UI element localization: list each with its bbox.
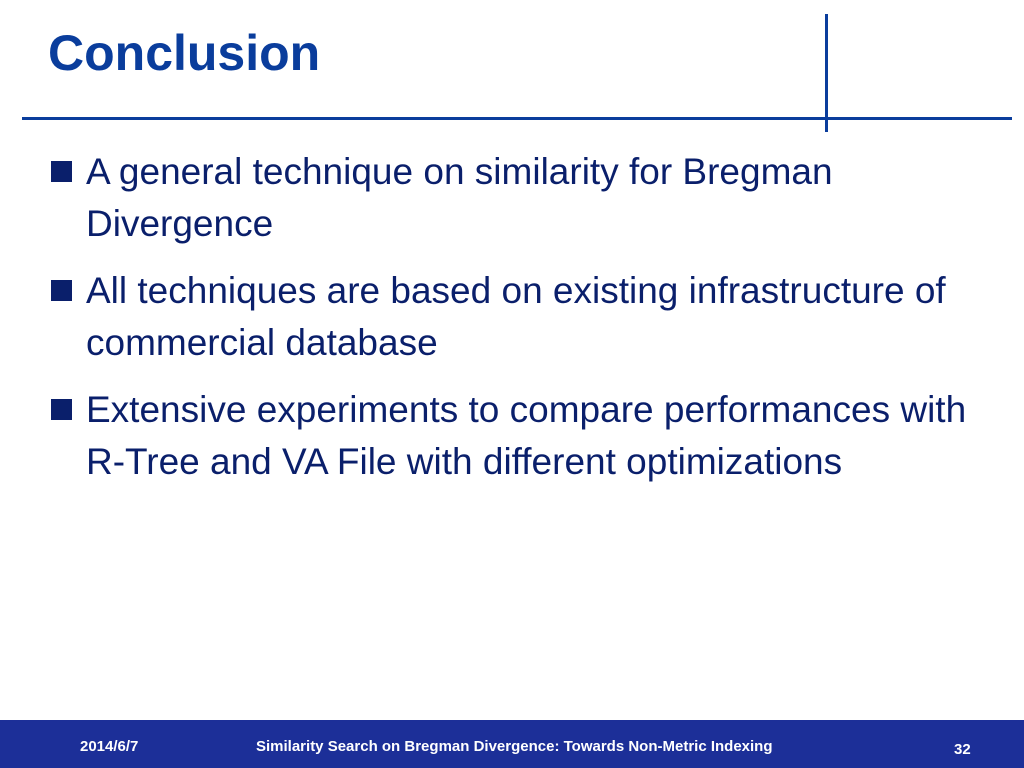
- filled-square-icon: [51, 280, 72, 301]
- title-underline-divider: [22, 117, 1012, 120]
- bullet-text: All techniques are based on existing infrastructure of commercial database: [86, 270, 946, 363]
- title-vertical-divider: [825, 14, 828, 132]
- bullet-list: [48, 146, 978, 503]
- footer-bar: [0, 720, 1024, 768]
- bullet-text: A general technique on similarity for Bregman Divergence: [86, 151, 833, 244]
- slide-title: Conclusion: [48, 25, 321, 81]
- bullet-text: Extensive experiments to compare performances with R-Tree and VA File with different optimizations: [86, 389, 967, 482]
- filled-square-icon: [51, 399, 72, 420]
- bullet-item: [48, 146, 978, 250]
- footer-presentation-title: Similarity Search on Bregman Divergence: Towards Non-Metric Indexing: [256, 738, 773, 755]
- bullet-item: [48, 265, 978, 369]
- filled-square-icon: [51, 161, 72, 182]
- page-number: 32: [954, 741, 971, 758]
- bullet-item: [48, 384, 978, 488]
- footer-date: 2014/6/7: [80, 738, 139, 755]
